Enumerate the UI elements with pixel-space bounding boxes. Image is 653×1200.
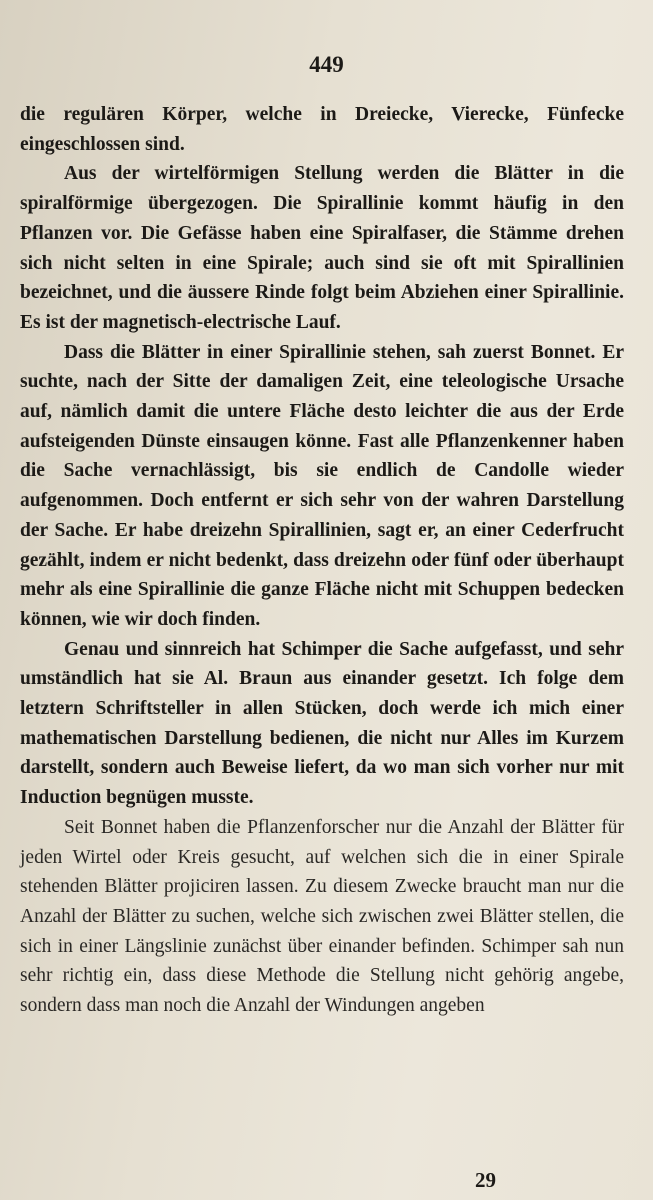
paragraph-2: Aus der wirtelförmigen Stellung werden die Blätter in die spiralförmige übergezogen. Die Spirallinie kommt häufig in den Pflanzen vor. Die Gefässe haben eine Spiralfaser, die Stämme drehen sich nicht selten in eine Spirale; auch sind sie oft mit Spirallinien bezeichnet, und die äussere Rinde folgt beim Abziehen einer Spirallinie. Es ist der magnetisch-electrische Lauf. [20, 163, 624, 333]
paragraph-4: Genau und sinnreich hat Schimper die Sache aufgefasst, und sehr umständlich hat sie Al. Braun aus einander gesetzt. Ich folge dem letztern Schriftsteller in allen Stücken, doch werde ich mich einer mathematischen Darstellung bedienen, die nicht nur Alles im Kurzem darstellt, sondern auch Beweise liefert, da wo man sich vorher nur mit Induction begnügen musste. [20, 638, 624, 809]
paragraph-3: Dass die Blätter in einer Spirallinie stehen, sah zuerst Bonnet. Er suchte, nach der Sitte der damaligen Zeit, eine teleologische Ursache auf, nämlich damit die untere Fläche desto leichter die aus der Erde aufsteigenden Dünste einsaugen könne. Fast alle Pflanzenkenner haben die Sache vernachlässigt, bis sie endlich de Candolle wieder aufgenommen. Doch entfernt er sich sehr von der wahren Darstellung der Sache. Er habe dreizehn Spirallinien, sagt er, an einer Cederfrucht gezählt, indem er nicht bedenkt, dass dreizehn oder fünf oder überhaupt mehr als eine Spirallinie die ganze Fläche nicht mit Schuppen bedecken können, wie wir doch finden. [20, 341, 624, 630]
paragraph-5: Seit Bonnet haben die Pflanzenforscher nur die Anzahl der Blätter für jeden Wirtel oder Kreis gesucht, auf welchen sich die in einer Spirale stehenden Blätter projiciren lassen. Zu diesem Zwecke braucht man nur die Anzahl der Blätter zu suchen, welche sich zwischen zwei Blätter stellen, die sich in einer Längslinie zunächst über einander befinden. Schimper sah nun sehr richtig ein, dass diese Methode die Stellung nicht gehörig angebe, sondern dass man noch die Anzahl der Windungen angeben [20, 816, 624, 1017]
page-number: 449 [309, 52, 344, 77]
paragraph-1: die regulären Körper, welche in Dreiecke, Vierecke, Fünfecke eingeschlossen sind. [20, 104, 624, 155]
body-text [20, 100, 624, 1021]
signature-mark: 29 [475, 1168, 496, 1192]
